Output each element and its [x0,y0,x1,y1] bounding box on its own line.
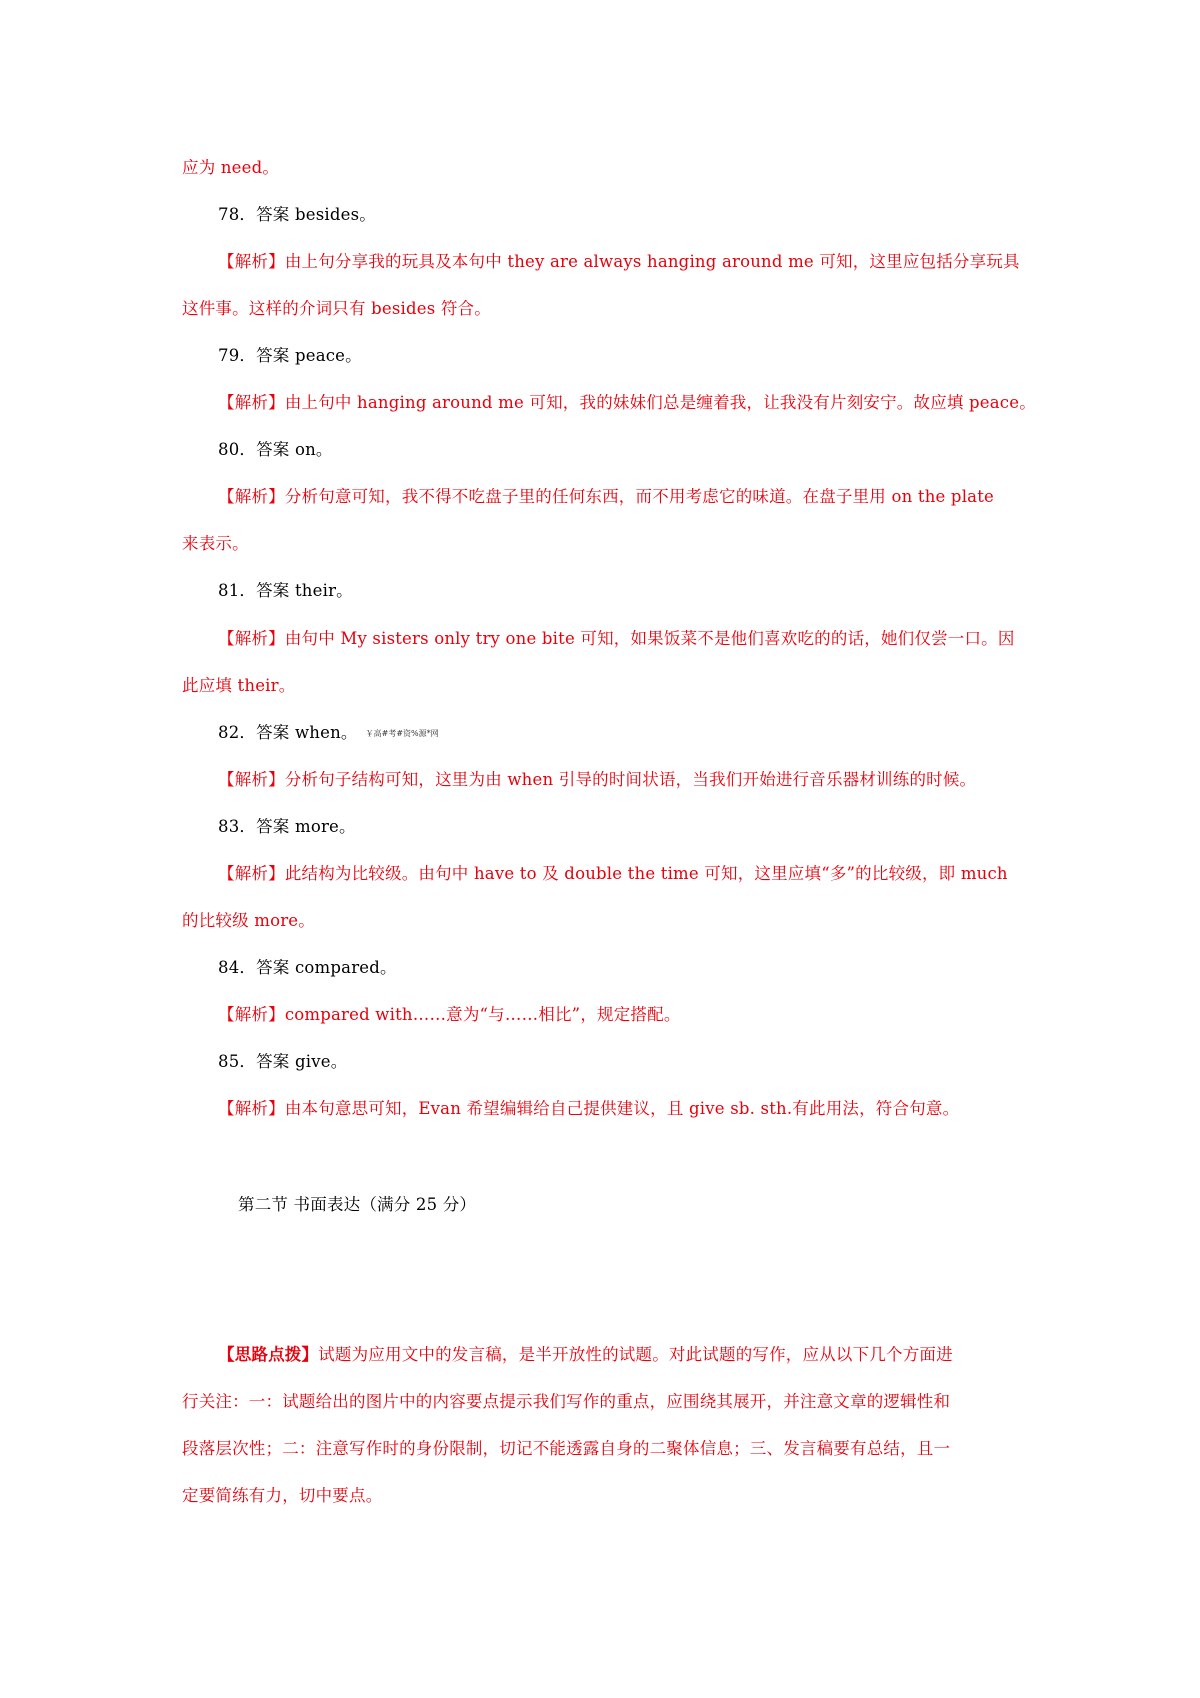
text: 应为 need。 [182,158,280,177]
explanation-84 [218,1003,681,1027]
answer-value: their。 [294,581,353,600]
answer-number: 80． [218,440,257,459]
guide-text: 定要简练有力，切中要点。 [182,1486,383,1505]
answer-value: more。 [294,817,356,836]
answer-value: peace。 [294,346,362,365]
section-title [238,1193,476,1217]
explanation-text: 来表示。 [182,534,249,553]
answer-number: 81． [218,581,257,600]
guide-paragraph [218,1343,953,1367]
answer-value: when。 [294,723,358,742]
continuation-line [182,156,279,180]
explanation-text: 分析句意可知，我不得不吃盘子里的任何东西，而不用考虑它的味道。在盘子里用 on the plate [284,487,995,506]
explanation-text: 的比较级 more。 [182,911,315,930]
guide-paragraph-cont [182,1484,382,1508]
answer-label: 答案 [256,581,290,600]
answer-78 [218,203,376,227]
answer-label: 答案 [256,817,290,836]
explanation-text: 由本句意思可知，Evan 希望编辑给自己提供建议，且 give sb. sth.有此用法，符合句意。 [284,1099,960,1118]
explanation-text: 由句中 My sisters only try one bite 可知，如果饭菜不是他们喜欢吃的的话，她们仅尝一口。因 [284,629,1015,648]
explanation-tag: 【解析】 [218,393,285,412]
section-title-text: 第二节 书面表达（满分 25 分） [238,1195,477,1214]
guide-text: 试题为应用文中的发言稿，是半开放性的试题。对此试题的写作，应从以下几个方面进 [318,1345,953,1364]
answer-84 [218,956,397,980]
answer-value: besides。 [294,205,376,224]
explanation-text: compared with……意为“与……相比”，规定搭配。 [284,1005,681,1024]
answer-82 [218,721,439,746]
explanation-text: 此应填 their。 [182,676,296,695]
explanation-81-cont [182,674,295,698]
explanation-80-cont [182,532,249,556]
answer-label: 答案 [256,1052,290,1071]
explanation-tag: 【解析】 [218,252,285,271]
answer-number: 78． [218,205,257,224]
guide-text: 段落层次性；二：注意写作时的身份限制，切记不能透露自身的二聚体信息；三、发言稿要有总结，且一 [182,1439,951,1458]
explanation-78 [218,250,1020,274]
guide-paragraph-cont [182,1390,950,1414]
explanation-85 [218,1097,959,1121]
explanation-text: 分析句子结构可知，这里为由 when 引导的时间状语，当我们开始进行音乐器材训练的时候。 [284,770,977,789]
explanation-tag: 【解析】 [218,629,285,648]
explanation-81 [218,627,1015,651]
explanation-83 [218,862,1008,886]
guide-text: 行关注：一：试题给出的图片中的内容要点提示我们写作的重点，应围绕其展开，并注意文章的逻辑性和 [182,1392,951,1411]
guide-paragraph-cont [182,1437,950,1461]
answer-number: 82． [218,723,257,742]
answer-81 [218,579,353,603]
guide-tag: 【思路点拨】 [218,1345,319,1364]
answer-label: 答案 [256,958,290,977]
answer-value: compared。 [294,958,397,977]
explanation-tag: 【解析】 [218,1005,285,1024]
answer-85 [218,1050,347,1074]
answer-label: 答案 [256,723,290,742]
answer-83 [218,815,356,839]
explanation-text: 此结构为比较级。由句中 have to 及 double the time 可知，这里应填“多”的比较级，即 much [284,864,1008,883]
explanation-80 [218,485,994,509]
explanation-tag: 【解析】 [218,1099,285,1118]
explanation-text: 由上句分享我的玩具及本句中 they are always hanging around me 可知，这里应包括分享玩具 [284,252,1020,271]
explanation-tag: 【解析】 [218,770,285,789]
explanation-82 [218,768,976,792]
explanation-text: 由上句中 hanging around me 可知，我的妹妹们总是缠着我，让我没有片刻安宁。故应填 peace。 [284,393,1036,412]
answer-label: 答案 [256,346,290,365]
explanation-tag: 【解析】 [218,487,285,506]
answer-label: 答案 [256,440,290,459]
explanation-text: 这件事。这样的介词只有 besides 符合。 [182,299,491,318]
explanation-tag: 【解析】 [218,864,285,883]
answer-79 [218,344,362,368]
answer-number: 85． [218,1052,257,1071]
explanation-79 [218,391,1036,415]
answer-number: 84． [218,958,257,977]
explanation-78-cont [182,297,491,321]
answer-80 [218,438,333,462]
explanation-83-cont [182,909,315,933]
answer-number: 79． [218,346,257,365]
answer-number: 83． [218,817,257,836]
answer-label: 答案 [256,205,290,224]
answer-value: give。 [294,1052,348,1071]
watermark-text: ￥高#考#资%源*网 [365,728,439,738]
answer-value: on。 [294,440,333,459]
